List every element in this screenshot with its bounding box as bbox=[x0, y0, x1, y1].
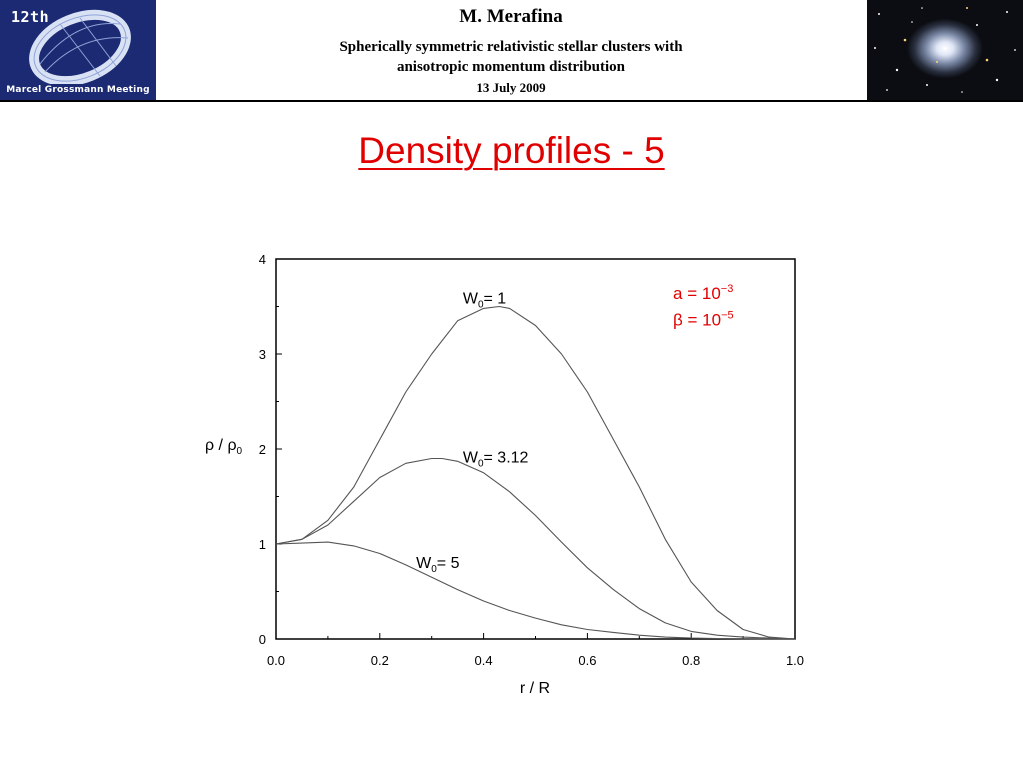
series-label-1: $W_0= 1$ bbox=[462, 290, 507, 311]
x-tick-label: 0.0 bbox=[266, 653, 286, 668]
parameter-label-1: $a = 10^{-3}$ bbox=[673, 282, 734, 303]
x-tick-label: 0.8 bbox=[682, 653, 701, 668]
conference-logo bbox=[0, 0, 156, 101]
logo-number: 12th bbox=[11, 8, 50, 26]
talk-info bbox=[156, 0, 866, 100]
y-tick-label: 3 bbox=[258, 347, 266, 362]
y-tick-label: 4 bbox=[258, 252, 266, 267]
series-line-2 bbox=[276, 459, 795, 640]
y-tick-label: 0 bbox=[258, 632, 266, 647]
slide-header bbox=[0, 0, 1023, 101]
series-lines bbox=[276, 307, 795, 640]
page-title: Density profiles - 5 bbox=[358, 130, 665, 171]
x-tick-label: 0.4 bbox=[474, 653, 493, 668]
y-tick-label: 1 bbox=[258, 537, 266, 552]
talk-title bbox=[156, 37, 866, 77]
logo-text: Marcel Grossmann Meeting bbox=[6, 85, 150, 95]
y-tick-label: 2 bbox=[258, 442, 266, 457]
parameter-label-2: $\beta = 10^{-5}$ bbox=[673, 309, 734, 330]
chart-labels bbox=[416, 283, 734, 575]
talk-title-line-1: Spherically symmetric relativistic stellar clusters with bbox=[339, 39, 683, 55]
talk-title-line-2: anisotropic momentum distribution bbox=[396, 59, 626, 75]
x-tick-label: 0.2 bbox=[370, 653, 389, 668]
author-name: M. Merafina bbox=[459, 6, 563, 27]
y-axis-label-main: ρ / ρ bbox=[205, 437, 237, 454]
star-field-icon bbox=[867, 0, 1023, 101]
header-divider bbox=[0, 100, 1023, 102]
x-tick-label: 0.6 bbox=[578, 653, 597, 668]
y-axis-label bbox=[205, 437, 243, 457]
series-line-3 bbox=[276, 542, 795, 639]
series-label-2: $W_0= 3.12$ bbox=[462, 449, 529, 470]
density-profile-chart bbox=[195, 245, 835, 705]
series-line-1 bbox=[276, 307, 795, 640]
x-tick-label: 1.0 bbox=[785, 653, 805, 668]
x-axis-label: r / R bbox=[519, 680, 551, 697]
series-label-3: $W_0= 5$ bbox=[416, 554, 460, 575]
star-cluster-image bbox=[867, 0, 1023, 101]
talk-date: 13 July 2009 bbox=[476, 80, 546, 95]
y-axis-label-sub: 0 bbox=[236, 446, 243, 457]
